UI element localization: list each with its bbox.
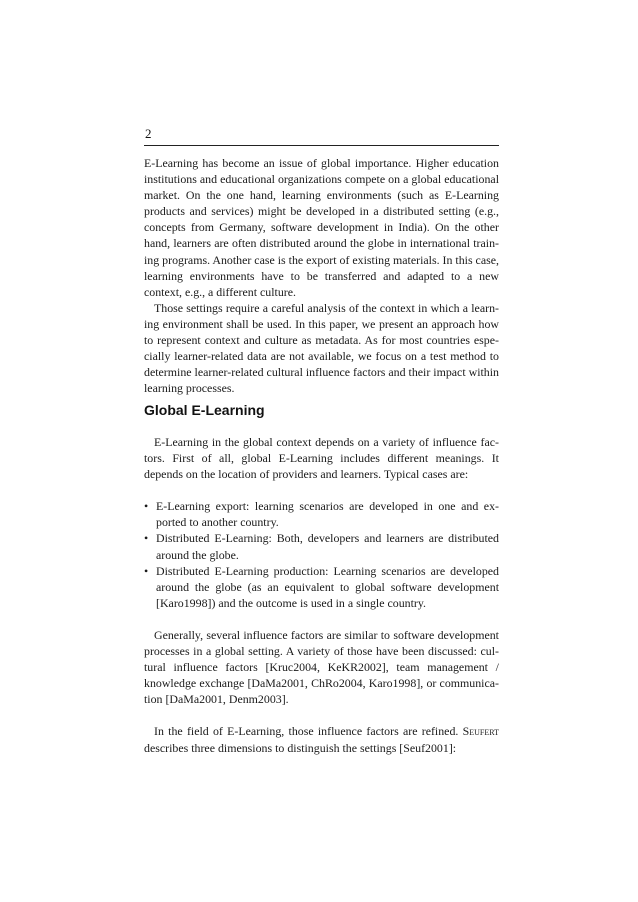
list-item: • Distributed E-Learning: Both, developers and learners are distributed around the globe.	[144, 530, 499, 562]
section-heading: Global E-Learning	[144, 402, 265, 418]
header-rule	[144, 145, 499, 146]
list-item: • E-Learning export: learning scenarios are developed in one and exported to another country.	[144, 498, 499, 530]
intro-paragraph-1: E-Learning has become an issue of global importance. Higher education institutions and educational organizations compete on a global educational market. On the one hand, learning environments (such as E-Learning products and services) might be developed in a distributed setting (e.g., concepts from Germany, software development in India). On the other hand, learners are often distributed around the globe in international training programs. Another case is the export of existing materials. In this case, learning environments have to be transferred and adapted to a new context, e.g., a different culture.	[144, 156, 499, 299]
section-paragraph-3	[144, 723, 499, 755]
intro-text	[144, 155, 499, 396]
paragraph-3-lead: In the field of E-Learning, those influence factors are refined.	[154, 724, 463, 739]
typical-cases-list	[144, 498, 499, 611]
section-paragraph-2: Generally, several influence factors are similar to software development processes in a global setting. A variety of those have been discussed: cultural influence factors [Kruc2004, KeKR2002], team management / knowledge exchange [DaMa2001, ChRo2004, Karo1998], or communication [DaMa2001, Denm2003].	[144, 627, 499, 707]
paragraph-3-tail: describes three dimensions to distinguish the settings [Seuf2001]:	[144, 740, 457, 755]
author-name: Seufert	[462, 724, 499, 739]
page-number: 2	[145, 126, 152, 141]
list-item: • Distributed E-Learning production: Learning scenarios are developed around the globe (as an equivalent to global software development [Karo1998]) and the outcome is used in a single country.	[144, 563, 499, 611]
intro-paragraph-2: Those settings require a careful analysis of the context in which a learning environment shall be used. In this paper, we present an approach how to represent context and culture as metadata. As for most countries especially learner-related data are not available, we focus on a test method to determine learner-related cultural influence factors and their impact within learning processes.	[144, 300, 499, 396]
section-paragraph-1: E-Learning in the global context depends on a variety of influence factors. First of all, global E-Learning includes different meanings. It depends on the location of providers and learners. Typical cases are:	[144, 435, 499, 482]
section-body	[144, 434, 499, 756]
